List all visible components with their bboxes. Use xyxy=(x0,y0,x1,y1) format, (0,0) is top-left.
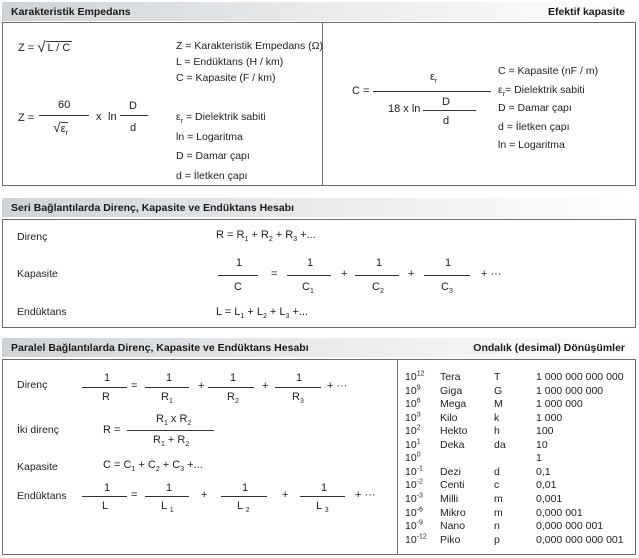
decimal-value: 1 000 xyxy=(536,411,563,424)
parallel-l1-den: L $_1$ xyxy=(161,500,174,515)
parallel-l2-line xyxy=(221,496,267,497)
parallel-r-label: Direnç xyxy=(17,379,48,391)
legend-c: C = Kapasite (F / km) xyxy=(176,72,276,84)
decimal-prefix-name: Nano xyxy=(440,520,466,533)
series-l-label: Endüktans xyxy=(17,306,67,318)
parallel-l2-num: 1 xyxy=(242,482,249,494)
series-c-label: Kapasite xyxy=(17,268,58,280)
decimal-power: $10^{-3}$ xyxy=(405,492,423,505)
parallel-l-num: 1 xyxy=(104,482,111,494)
series-c1-den: $C_1$ xyxy=(302,281,314,296)
decimal-prefix-symbol: m xyxy=(494,506,503,519)
decimal-prefix-symbol: n xyxy=(494,520,500,533)
decimal-value: 0,001 xyxy=(536,492,563,505)
decimal-prefix-name: Tera xyxy=(440,371,461,383)
two-resistor-line xyxy=(127,430,214,431)
legend-ln: ln = Logaritma xyxy=(176,130,243,143)
parallel-r1-den: $R_1$ xyxy=(161,391,173,406)
series-c3-num: 1 xyxy=(445,257,452,269)
decimal-prefix-name: Mikro xyxy=(440,506,466,519)
decimal-prefix-symbol: c xyxy=(494,479,500,492)
z-log-num: 60 xyxy=(58,99,71,111)
section1-header xyxy=(2,2,637,21)
cap-den-den: d xyxy=(443,115,450,127)
parallel-r3-den: $R_3$ xyxy=(292,391,304,406)
series-l-formula: $L = L_1 + L_2 + L_3$ +... xyxy=(216,306,309,321)
legend-d-small: d = İletken çapı xyxy=(176,169,248,182)
decimal-value: 0,000 001 xyxy=(536,506,583,519)
parallel-r-num: 1 xyxy=(104,372,111,384)
parallel-divider xyxy=(397,359,398,554)
cap-legend-ln: ln = Logaritma xyxy=(498,139,565,151)
cap-legend-c: C = Kapasite (nF / m) xyxy=(498,65,599,77)
decimal-value: 1 000 000 000 000 xyxy=(536,371,624,383)
parallel-r-den: R xyxy=(102,391,110,403)
series-r-label: Direnç xyxy=(17,231,48,243)
decimal-prefix-symbol: m xyxy=(494,492,503,505)
parallel-l1-num: 1 xyxy=(166,482,173,494)
series-c2-num: 1 xyxy=(376,257,383,269)
parallel-r2-num: 1 xyxy=(230,372,237,384)
cap-den-fraction-line xyxy=(423,110,476,111)
legend-d-big: D = Damar çapı xyxy=(176,150,250,162)
series-c-num: 1 xyxy=(236,257,243,269)
cap-legend-d-small: d = İletken çapı xyxy=(498,120,570,133)
series-box xyxy=(2,219,636,328)
decimal-power: $10^{-12}$ xyxy=(405,533,427,546)
section3-title: Paralel Bağlantılarda Direnç, Kapasite ve Endüktans Hesabı xyxy=(11,342,309,354)
decimal-prefix-symbol: T xyxy=(494,371,501,383)
decimal-value: 0,000 000 001 xyxy=(536,520,604,533)
decimal-prefix-name: Kilo xyxy=(440,411,458,424)
decimal-power: $10^2$ xyxy=(405,424,421,438)
decimal-prefix-symbol: h xyxy=(494,425,500,438)
cap-num: $\varepsilon_r$ xyxy=(430,71,438,86)
parallel-l-den: L xyxy=(102,500,109,512)
legend-z: Z = Karakteristik Empedans (Ω) xyxy=(176,40,324,52)
cap-fraction-line xyxy=(373,91,491,92)
series-c1-num: 1 xyxy=(307,257,314,269)
series-c-plus1: + xyxy=(341,268,348,280)
decimal-value: 1 000 000 000 xyxy=(536,384,604,397)
section3-right-title: Ondalık (desimal) Dönüşümler xyxy=(473,342,625,354)
cap-legend-eps: $\varepsilon_r=$ Dielektrik sabiti xyxy=(498,83,585,98)
parallel-r-line xyxy=(82,387,127,388)
decimal-power: $10^{-2}$ xyxy=(405,478,423,492)
z-log-fraction-line xyxy=(39,115,89,116)
z-log-ln: ln xyxy=(108,111,117,123)
parallel-l2-den: L $_2$ xyxy=(237,500,250,515)
decimal-power: $10^6$ xyxy=(405,397,421,411)
decimal-value: 0,1 xyxy=(536,465,551,478)
parallel-l-line xyxy=(82,496,127,497)
decimal-power: $10^{12}$ xyxy=(405,370,425,383)
decimal-prefix-name: Giga xyxy=(440,384,463,397)
cap-den-pre: 18 x ln xyxy=(388,103,421,115)
two-resistor-num: $R_1$ x $R_2$ xyxy=(156,413,192,428)
decimal-power: $10^0$ xyxy=(405,451,421,465)
z-log-dden: d xyxy=(130,122,137,134)
parallel-l3-den: L $_3$ xyxy=(316,500,329,515)
parallel-r-eq: = xyxy=(131,380,138,392)
parallel-r2-line xyxy=(208,387,254,388)
legend-eps: $\varepsilon_r$ = Dielektrik sabiti xyxy=(176,111,266,126)
z-sqrt-radicand: L / C xyxy=(47,42,71,54)
cap-legend xyxy=(498,62,598,155)
decimal-prefix-symbol: da xyxy=(494,438,506,451)
series-c-plus2: + xyxy=(408,268,415,280)
decimal-prefix-name: Dezi xyxy=(440,465,462,478)
two-resistor-label: İki direnç xyxy=(17,424,60,436)
z-log-dnum: D xyxy=(129,100,137,112)
decimal-power: $10^{-1}$ xyxy=(405,465,423,478)
series-c3-line xyxy=(424,275,470,276)
parallel-r2-den: $R_2$ xyxy=(227,391,239,406)
z-sqrt-formula: Z = √ L / C xyxy=(18,39,71,56)
parallel-r-plus2: + xyxy=(262,380,269,392)
parallel-l-plus1: + xyxy=(201,489,208,501)
impedance-legend-2 xyxy=(176,108,266,186)
section1-title: Karakteristik Empedans xyxy=(11,6,131,18)
series-c1-line xyxy=(287,275,331,276)
decimal-prefix-symbol: d xyxy=(494,465,500,478)
parallel-c-label: Kapasite xyxy=(17,461,58,473)
cap-lhs: C = xyxy=(352,85,370,97)
decimal-power: $10^1$ xyxy=(405,438,421,451)
decimal-power: $10^9$ xyxy=(405,384,421,397)
section2-title: Seri Bağlantılarda Direnç, Kapasite ve Endüktans Hesabı xyxy=(11,202,295,214)
decimal-value: 0,01 xyxy=(536,479,557,492)
z-log-x: x xyxy=(96,111,102,123)
decimal-prefix-name: Mega xyxy=(440,398,467,411)
cap-den-num: D xyxy=(442,96,450,108)
two-resistor-lhs: R = xyxy=(103,424,121,436)
parallel-r-plus1: + xyxy=(198,380,205,392)
decimal-prefix-symbol: p xyxy=(494,533,500,546)
section2-header xyxy=(2,198,637,217)
parallel-r1-num: 1 xyxy=(166,372,173,384)
parallel-l-dots: + ··· xyxy=(355,489,376,501)
parallel-c-formula: $C = C_1 + C_2 + C_3$ +... xyxy=(103,459,203,474)
decimal-value: 100 xyxy=(536,425,554,438)
z-sqrt-lhs: Z = xyxy=(18,42,38,54)
series-c-line xyxy=(218,275,258,276)
parallel-l3-line xyxy=(300,496,345,497)
decimal-prefix-symbol: M xyxy=(494,398,503,411)
section3-header xyxy=(2,338,637,357)
parallel-r3-line xyxy=(275,387,321,388)
decimal-prefix-name: Centi xyxy=(440,479,465,492)
decimal-power: $10^{-6}$ xyxy=(405,506,423,519)
parallel-l1-line xyxy=(145,496,189,497)
decimal-prefix-name: Milli xyxy=(440,492,459,505)
series-c2-line xyxy=(355,275,399,276)
decimal-value: 1 xyxy=(536,452,542,465)
two-resistor-den: $R_1 + R_2$ xyxy=(153,434,190,449)
decimal-value: 10 xyxy=(536,438,548,451)
decimal-prefix-symbol: k xyxy=(494,411,500,424)
legend-l: L = Endüktans (H / km) xyxy=(176,56,284,68)
decimal-value: 0,000 000 000 001 xyxy=(536,533,624,546)
z-log-lhs: Z = xyxy=(18,112,35,124)
series-c3-den: $C_3$ xyxy=(441,281,453,296)
series-c-dots: + ··· xyxy=(481,268,502,280)
cap-legend-d-big: D = Damar çapı xyxy=(498,102,572,114)
series-r-formula: $R = R_1 + R_2 + R_3$ +... xyxy=(216,229,316,244)
parallel-r3-num: 1 xyxy=(296,372,303,384)
decimal-prefix-name: Deka xyxy=(440,438,465,451)
z-log-den: $√\varepsilon_r$ xyxy=(53,119,68,138)
series-c-den: C xyxy=(234,281,242,293)
parallel-l3-num: 1 xyxy=(321,482,328,494)
decimal-prefix-name: Hekto xyxy=(440,425,468,438)
parallel-l-eq: = xyxy=(131,489,138,501)
parallel-l-label: Endüktans xyxy=(17,490,67,502)
parallel-r-dots: + ··· xyxy=(327,380,348,392)
series-c-eq: = xyxy=(271,268,278,280)
decimal-value: 1 000 000 xyxy=(536,398,583,411)
parallel-l-plus2: + xyxy=(282,489,289,501)
parallel-r1-line xyxy=(145,387,189,388)
decimal-prefix-symbol: G xyxy=(494,384,503,397)
decimal-power: $10^3$ xyxy=(405,411,421,424)
impedance-legend xyxy=(176,38,323,86)
decimal-power: $10^{-9}$ xyxy=(405,519,423,533)
decimal-prefix-name: Piko xyxy=(440,533,461,546)
section1-right-title: Efektif kapasite xyxy=(547,6,625,18)
z-log-d-fraction-line xyxy=(120,115,148,116)
series-c2-den: $C_2$ xyxy=(372,281,384,296)
